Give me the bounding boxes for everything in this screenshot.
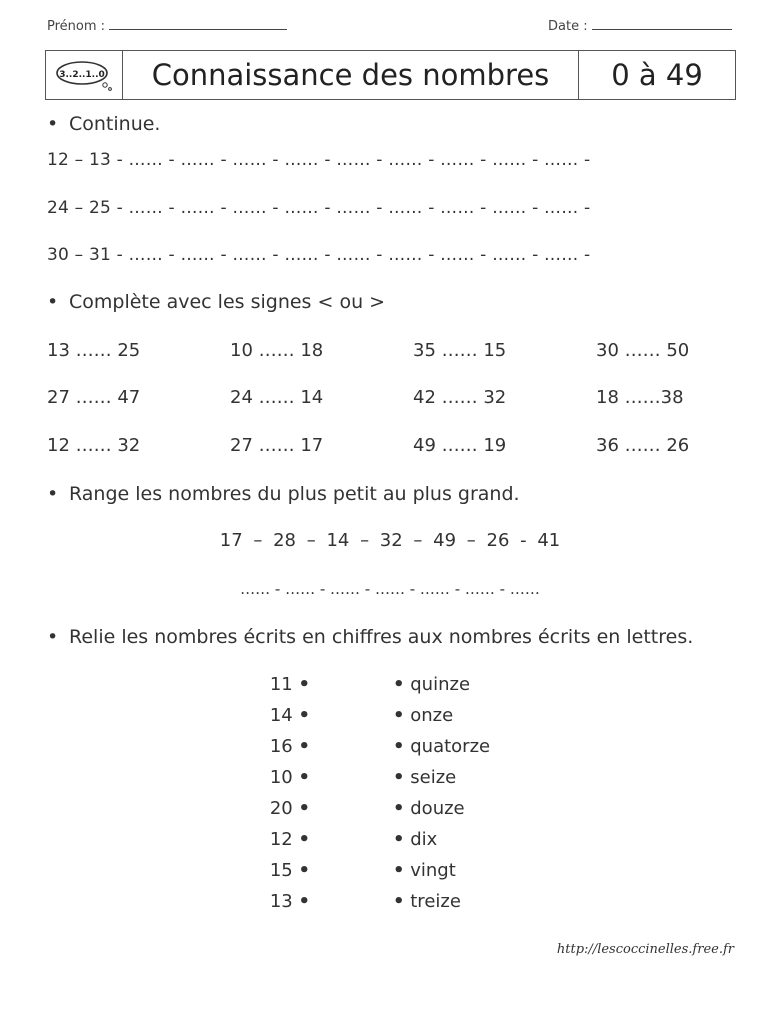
comparison-item: 13 …… 25 (47, 340, 141, 361)
prenom-line (109, 18, 287, 30)
bullet-icon: • (47, 626, 59, 648)
match-dot-icon: • (393, 705, 405, 726)
section-order-label: Range les nombres du plus petit au plus grand. (69, 483, 520, 505)
comparison-item: 49 …… 19 (413, 435, 507, 456)
footer-url: http://lescoccinelles.free.fr (556, 942, 734, 957)
match-word: • onze (393, 705, 454, 726)
comparison-item: 42 …… 32 (413, 387, 507, 408)
match-dot-icon: • (393, 829, 405, 850)
match-number: 14 • (269, 705, 310, 726)
comparison-item: 30 …… 50 (596, 340, 690, 361)
match-dot-icon: • (393, 674, 405, 695)
match-number: 10 • (269, 767, 310, 788)
sequence-row: 12 – 13 - …… - …… - …… - …… - …… - …… - …… - …… - …… - (47, 150, 591, 170)
order-answer-line: …… - …… - …… - …… - …… - …… - …… (240, 580, 540, 598)
match-number: 12 • (269, 829, 310, 850)
comparison-item: 35 …… 15 (413, 340, 507, 361)
date-label: Date : (548, 19, 588, 34)
match-dot-icon: • (393, 860, 405, 881)
match-dot-icon: • (298, 736, 310, 757)
match-dot-icon: • (298, 767, 310, 788)
comparison-item: 27 …… 47 (47, 387, 141, 408)
page-title: Connaissance des nombres (123, 51, 579, 99)
match-number: 13 • (269, 891, 310, 912)
section-compare (47, 291, 385, 313)
match-dot-icon: • (393, 767, 405, 788)
date-field (548, 18, 732, 34)
countdown-logo (46, 51, 123, 99)
bullet-icon: • (47, 113, 59, 135)
match-word: • quinze (393, 674, 471, 695)
thought-bubble-icon (52, 58, 116, 92)
prenom-field (47, 18, 287, 34)
comparison-item: 12 …… 32 (47, 435, 141, 456)
match-number: 16 • (269, 736, 310, 757)
match-dot-icon: • (298, 798, 310, 819)
match-dot-icon: • (298, 705, 310, 726)
match-word: • treize (393, 891, 461, 912)
comparison-item: 10 …… 18 (230, 340, 324, 361)
sequence-row: 24 – 25 - …… - …… - …… - …… - …… - …… - …… - …… - …… - (47, 198, 591, 218)
number-range: 0 à 49 (611, 58, 703, 92)
match-dot-icon: • (393, 798, 405, 819)
comparison-item: 36 …… 26 (596, 435, 690, 456)
match-number: 20 • (269, 798, 310, 819)
sequence-row: 30 – 31 - …… - …… - …… - …… - …… - …… - …… - …… - …… - (47, 245, 591, 265)
match-word: • dix (393, 829, 438, 850)
logo-text: 3..2..1..0 (59, 70, 105, 80)
match-word: • quatorze (393, 736, 491, 757)
section-order (47, 483, 520, 505)
match-dot-icon: • (298, 829, 310, 850)
comparison-item: 24 …… 14 (230, 387, 324, 408)
match-number: 15 • (269, 860, 310, 881)
section-continue (47, 113, 160, 135)
match-dot-icon: • (393, 736, 405, 757)
title-box (45, 50, 736, 100)
comparison-item: 27 …… 17 (230, 435, 324, 456)
match-dot-icon: • (393, 891, 405, 912)
match-word: • seize (393, 767, 457, 788)
match-number: 11 • (269, 674, 310, 695)
section-compare-label: Complète avec les signes < ou > (69, 291, 386, 313)
bullet-icon: • (47, 291, 59, 313)
match-dot-icon: • (298, 860, 310, 881)
prenom-label: Prénom : (47, 19, 106, 34)
section-match-label: Relie les nombres écrits en chiffres aux nombres écrits en lettres. (69, 626, 694, 648)
match-word: • douze (393, 798, 465, 819)
match-dot-icon: • (298, 674, 310, 695)
date-line (592, 18, 732, 30)
section-continue-label: Continue. (69, 113, 161, 135)
numbers-to-order: 17 – 28 – 14 – 32 – 49 – 26 - 41 (219, 530, 561, 551)
match-dot-icon: • (298, 891, 310, 912)
bullet-icon: • (47, 483, 59, 505)
match-word: • vingt (393, 860, 456, 881)
section-match (47, 626, 693, 648)
comparison-item: 18 ……38 (596, 387, 684, 408)
